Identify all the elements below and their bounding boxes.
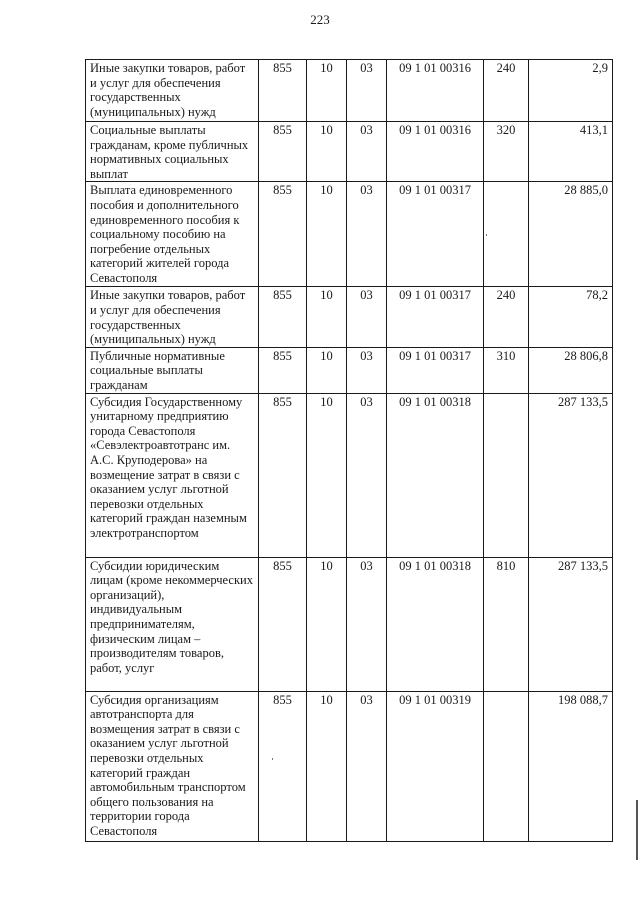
section-code-cell: 10 [307, 60, 347, 122]
expense-type-cell [484, 691, 529, 841]
amount-cell: 2,9 [529, 60, 613, 122]
expense-name-cell: Социальные выплаты гражданам, кроме публичных нормативных социальных выплат [86, 122, 259, 182]
section-code-cell: 10 [307, 182, 347, 287]
subsection-code-cell: 03 [347, 122, 387, 182]
table-row [86, 287, 613, 347]
expense-type-cell: 240 [484, 287, 529, 347]
page-number: 223 [310, 12, 330, 27]
ministry-code-cell: 855 [259, 182, 307, 287]
target-article-cell: 09 1 01 00317 [387, 347, 484, 393]
section-code-cell: 10 [307, 122, 347, 182]
target-article-cell: 09 1 01 00317 [387, 182, 484, 287]
expense-name-cell: Субсидии юридическим лицам (кроме некоммерческих организаций), индивидуальным предпринимателям, физическим лицам – производителям товаров, работ, услуг [86, 557, 259, 691]
subsection-code-cell: 03 [347, 393, 387, 557]
amount-cell: 287 133,5 [529, 557, 613, 691]
amount-cell: 28 806,8 [529, 347, 613, 393]
amount-cell: 287 133,5 [529, 393, 613, 557]
ministry-code-cell: 855 [259, 393, 307, 557]
expense-name-cell: Субсидия организациям автотранспорта для возмещения затрат в связи с оказанием услуг льготной перевозки отдельных категорий граждан автомобильным транспортом общего пользования на территории города Севастополя [86, 691, 259, 841]
table-row [86, 347, 613, 393]
table-row [86, 122, 613, 182]
scan-speck [486, 234, 487, 236]
section-code-cell: 10 [307, 691, 347, 841]
table-row [86, 691, 613, 841]
table-row [86, 557, 613, 691]
expense-name-cell: Субсидия Государственному унитарному предприятию города Севастополя «Севэлектроавтотранс им. А.С. Круподерова» на возмещение затрат в связи с оказанием услуг льготной перевозки отдельных категорий граждан наземным электротранспортом [86, 393, 259, 557]
ministry-code-cell: 855 [259, 691, 307, 841]
subsection-code-cell: 03 [347, 691, 387, 841]
section-code-cell: 10 [307, 287, 347, 347]
subsection-code-cell: 03 [347, 557, 387, 691]
target-article-cell: 09 1 01 00316 [387, 122, 484, 182]
table-row [86, 60, 613, 122]
ministry-code-cell: 855 [259, 557, 307, 691]
target-article-cell: 09 1 01 00319 [387, 691, 484, 841]
expense-type-cell: 810 [484, 557, 529, 691]
expense-type-cell [484, 182, 529, 287]
expense-type-cell: 320 [484, 122, 529, 182]
target-article-cell: 09 1 01 00317 [387, 287, 484, 347]
amount-cell: 28 885,0 [529, 182, 613, 287]
expense-type-cell: 310 [484, 347, 529, 393]
budget-table [85, 59, 613, 842]
ministry-code-cell: 855 [259, 60, 307, 122]
expense-type-cell [484, 393, 529, 557]
expense-name-cell: Иные закупки товаров, работ и услуг для обеспечения государственных (муниципальных) нужд [86, 287, 259, 347]
amount-cell: 78,2 [529, 287, 613, 347]
expense-name-cell: Иные закупки товаров, работ и услуг для обеспечения государственных (муниципальных) нужд [86, 60, 259, 122]
ministry-code-cell: 855 [259, 122, 307, 182]
expense-name-cell: Публичные нормативные социальные выплаты гражданам [86, 347, 259, 393]
subsection-code-cell: 03 [347, 60, 387, 122]
ministry-code-cell: 855 [259, 347, 307, 393]
section-code-cell: 10 [307, 557, 347, 691]
subsection-code-cell: 03 [347, 182, 387, 287]
amount-cell: 413,1 [529, 122, 613, 182]
table-row [86, 393, 613, 557]
table-row [86, 182, 613, 287]
subsection-code-cell: 03 [347, 287, 387, 347]
expense-type-cell: 240 [484, 60, 529, 122]
target-article-cell: 09 1 01 00318 [387, 393, 484, 557]
amount-cell: 198 088,7 [529, 691, 613, 841]
section-code-cell: 10 [307, 347, 347, 393]
scan-edge-line [636, 800, 638, 860]
target-article-cell: 09 1 01 00316 [387, 60, 484, 122]
section-code-cell: 10 [307, 393, 347, 557]
ministry-code-cell: 855 [259, 287, 307, 347]
subsection-code-cell: 03 [347, 347, 387, 393]
scan-speck [272, 758, 273, 760]
target-article-cell: 09 1 01 00318 [387, 557, 484, 691]
expense-name-cell: Выплата единовременного пособия и дополнительного единовременного пособия к социальному пособию на погребение отдельных категорий жителей города Севастополя [86, 182, 259, 287]
